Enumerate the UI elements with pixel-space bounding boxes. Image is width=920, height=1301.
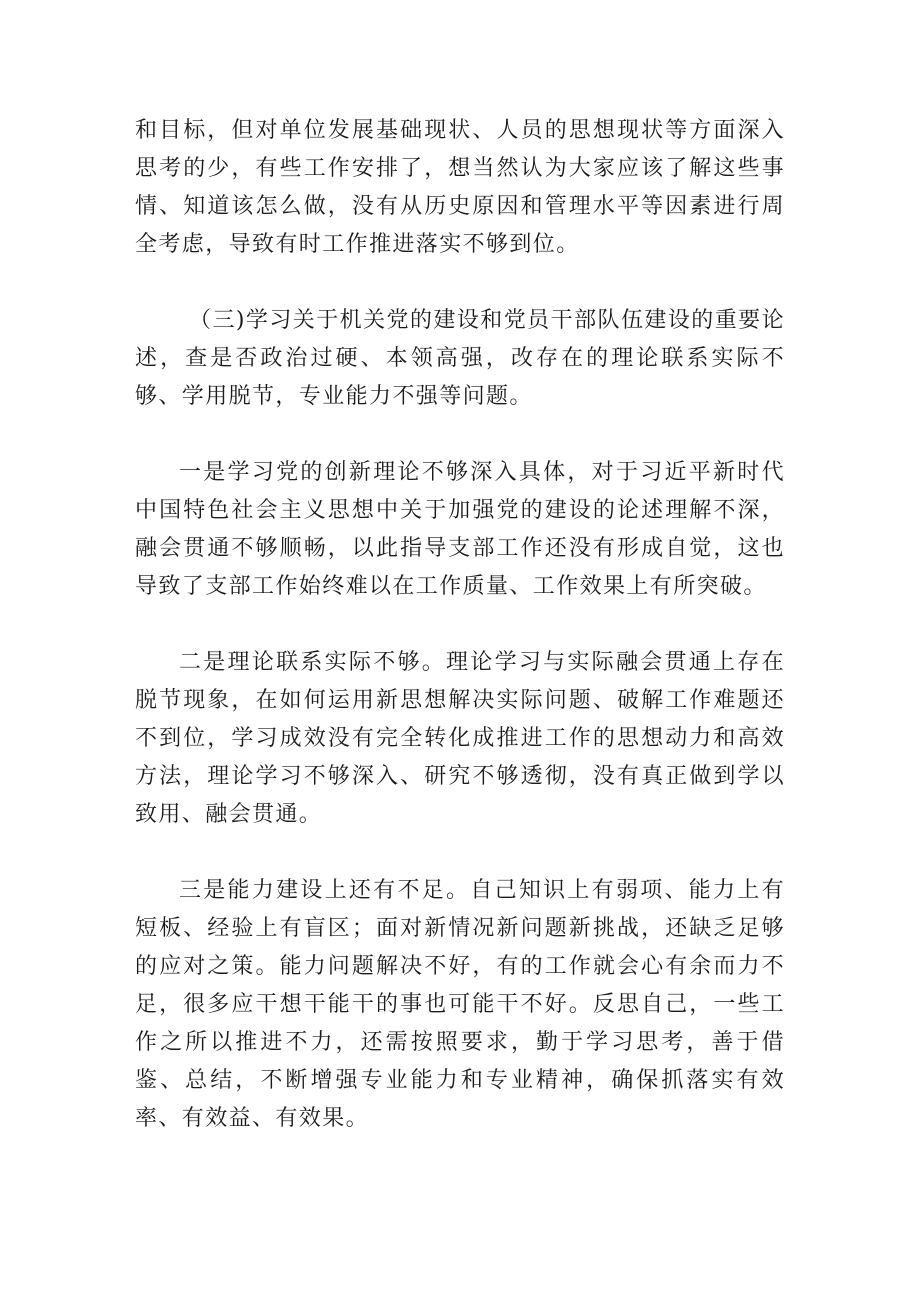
- paragraph-continuation: 和目标，但对单位发展基础现状、人员的思想现状等方面深入思考的少，有些工作安排了，想当然认为大家应该了解这些事情、知道该怎么做，没有从历史原因和管理水平等因素进行周全考虑，导致有时工作推进落实不够到位。: [135, 118, 785, 257]
- paragraph-point-one: 一是学习党的创新理论不够深入具体，对于习近平新时代中国特色社会主义思想中关于加强党的建设的论述理解不深，融会贯通不够顺畅，以此指导支部工作还没有形成自觉，这也导致了支部工作始终难以在工作质量、工作效果上有所突破。: [135, 460, 785, 599]
- paragraph-point-three: 三是能力建设上还有不足。自己知识上有弱项、能力上有短板、经验上有盲区；面对新情况新问题新挑战，还缺乏足够的应对之策。能力问题解决不好，有的工作就会心有余而力不足，很多应干想干能干的事也可能干不好。反思自己，一些工作之所以推进不力，还需按照要求，勤于学习思考，善于借鉴、总结，不断增强专业能力和专业精神，确保抓落实有效率、有效益、有效果。: [135, 878, 785, 1131]
- paragraph-point-two: 二是理论联系实际不够。理论学习与实际融会贯通上存在脱节现象，在如何运用新思想解决实际问题、破解工作难题还不到位，学习成效没有完全转化成推进工作的思想动力和高效方法，理论学习不够深入、研究不够透彻，没有真正做到学以致用、融会贯通。: [135, 650, 785, 827]
- paragraph-section-three-heading: （三)学习关于机关党的建设和党员干部队伍建设的重要论述，查是否政治过硬、本领高强，改存在的理论联系实际不够、学用脱节，专业能力不强等问题。: [135, 308, 785, 409]
- document-body: [135, 112, 785, 1138]
